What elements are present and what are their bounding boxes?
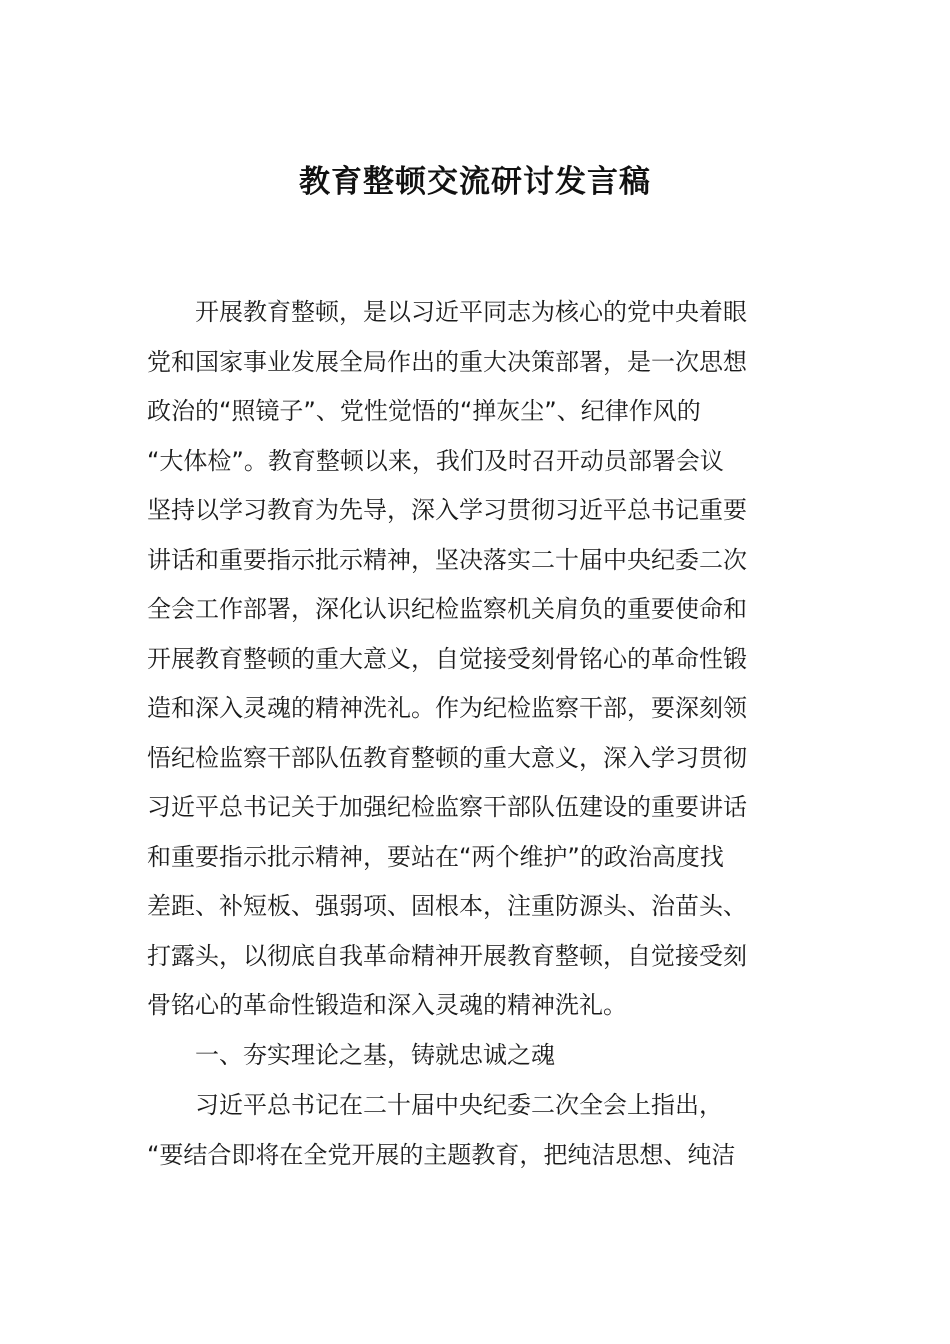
text-line: 开展教育整顿的重大意义，自觉接受刻骨铭心的革命性锻 — [147, 644, 747, 673]
paragraph-intro — [147, 288, 807, 1031]
document-title: 教育整顿交流研讨发言稿 — [299, 164, 651, 200]
text-line: 全会工作部署，深化认识纪检监察机关肩负的重要使命和 — [147, 595, 747, 623]
text-line: 习近平总书记关于加强纪检监察干部队伍建设的重要讲话 — [147, 793, 747, 821]
section-heading — [147, 1031, 807, 1081]
text-line: 政治的“照镜子”、党性觉悟的“掸灰尘”、纪律作风的 — [147, 397, 701, 425]
text-line: 习近平总书记在二十届中央纪委二次全会上指出， — [147, 1091, 723, 1119]
text-line: 和重要指示批示精神，要站在“两个维护”的政治高度找 — [147, 842, 724, 871]
text-line: “要结合即将在全党开展的主题教育，把纯洁思想、纯洁 — [147, 1140, 736, 1169]
text-line: 坚持以学习教育为先导，深入学习贯彻习近平总书记重要 — [147, 496, 747, 524]
text-line: 开展教育整顿，是以习近平同志为核心的党中央着眼 — [147, 298, 747, 326]
text-line: “大体检”。教育整顿以来，我们及时召开动员部署会议 — [147, 446, 724, 475]
text-line: 悟纪检监察干部队伍教育整顿的重大意义，深入学习贯彻 — [147, 743, 747, 772]
paragraph-section1 — [147, 1081, 807, 1180]
section-heading-text: 一、夯实理论之基，铸就忠诚之魂 — [147, 1041, 555, 1069]
text-line: 党和国家事业发展全局作出的重大决策部署，是一次思想 — [147, 347, 747, 376]
text-line: 骨铭心的革命性锻造和深入灵魂的精神洗礼。 — [147, 991, 627, 1019]
text-line: 差距、补短板、强弱项、固根本，注重防源头、治苗头、 — [147, 892, 747, 920]
text-line: 讲话和重要指示批示精神，坚决落实二十届中央纪委二次 — [147, 545, 747, 574]
text-line: 造和深入灵魂的精神洗礼。作为纪检监察干部，要深刻领 — [147, 694, 747, 722]
text-line: 打露头，以彻底自我革命精神开展教育整顿，自觉接受刻 — [147, 941, 747, 970]
